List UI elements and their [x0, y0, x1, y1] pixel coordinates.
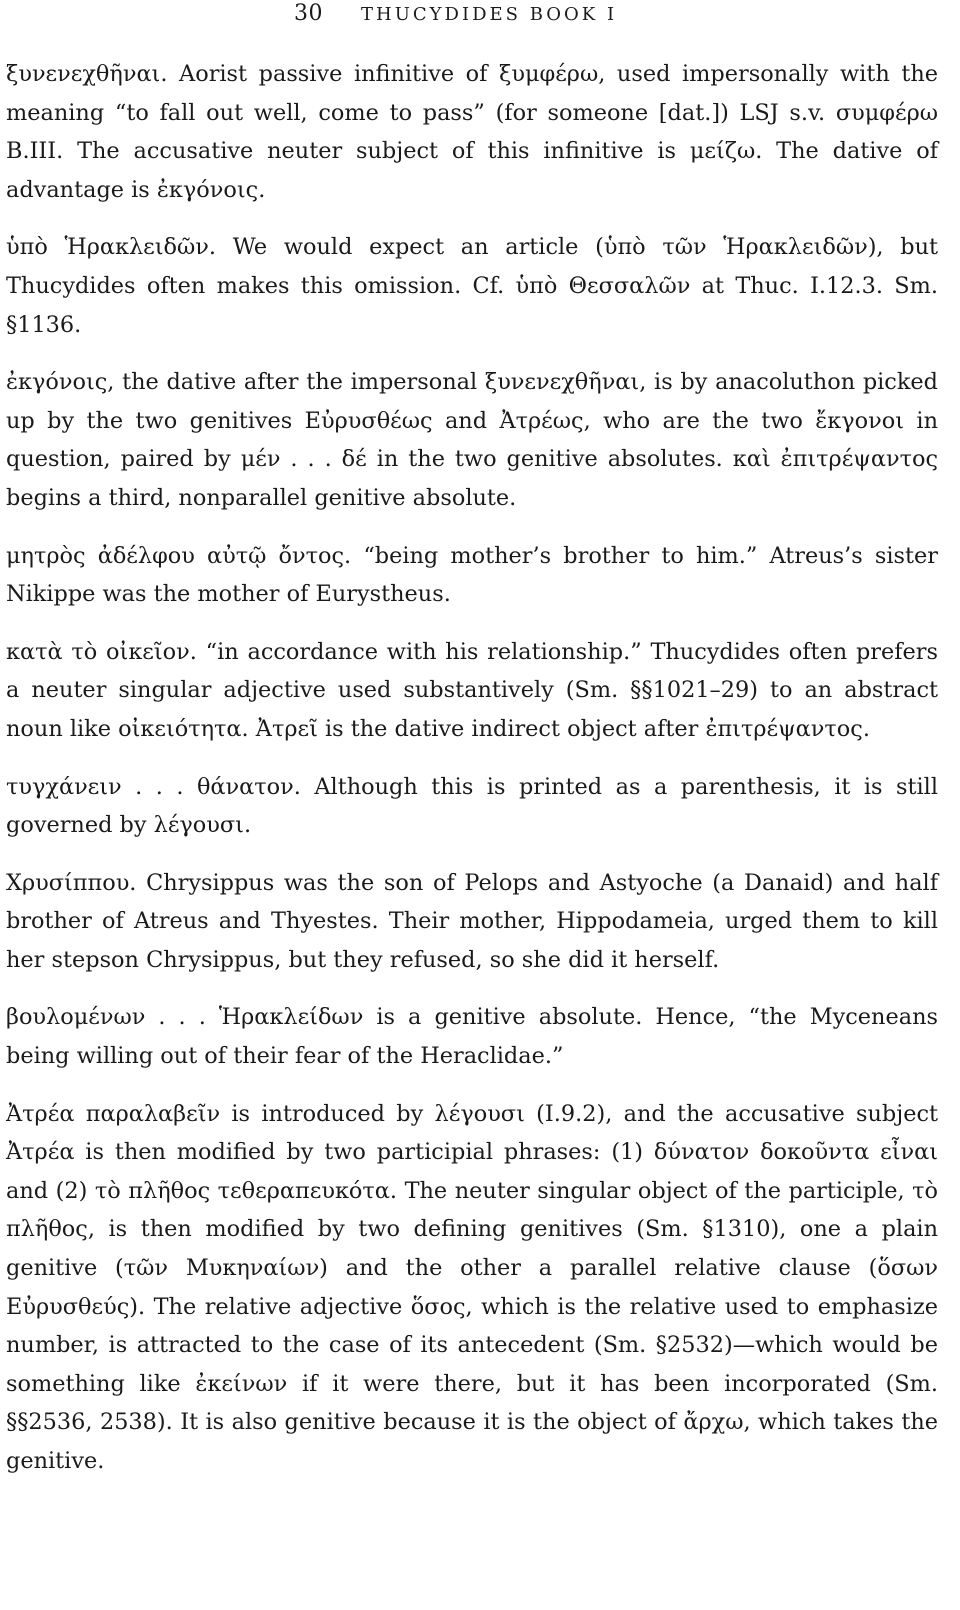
commentary-paragraph: ὑπὸ Ἡρακλειδῶν. We would expect an article (ὑπὸ τῶν Ἡρακλειδῶν), but Thucydides often makes this omission. Cf. ὑπὸ Θεσσαλῶν at Thuc. I.12.3. Sm. §1136. — [6, 234, 938, 338]
commentary-paragraph: τυγχάνειν . . . θάνατον. Although this is printed as a parenthesis, it is still governed by λέγουσι. — [6, 773, 938, 839]
commentary-paragraph: μητρὸς ἀδέλφου αὐτῷ ὄντος. “being mother’s brother to him.” Atreus’s sister Nikippe was the mother of Eurystheus. — [6, 542, 938, 608]
running-title: THUCYDIDES BOOK I — [361, 4, 618, 25]
commentary-paragraph: Χρυσίππου. Chrysippus was the son of Pelops and Astyoche (a Danaid) and half brother of Atreus and Thyestes. Their mother, Hippodameia, urged them to kill her stepson Chrysippus, but they refused, so she did it herself. — [6, 869, 938, 973]
page-number: 30 — [294, 1, 323, 26]
commentary-paragraph: ἐκγόνοις, the dative after the impersonal ξυνενεχθῆναι, is by anacoluthon picked up by the two genitives Εὐρυσθέως and Ἀτρέως, who are the two ἔκγονοι in question, paired by μέν . . . δέ in the two genitive absolutes. καὶ ἐπιτρέψαντος begins a third, nonparallel genitive absolute. — [6, 369, 938, 511]
commentary-paragraph: Ἀτρέα παραλαβεῖν is introduced by λέγουσι (I.9.2), and the accusative subject Ἀτρέα is then modified by two participial phrases: (1) δύνατον δοκοῦντα εἶναι and (2) τὸ πλῆθος τεθεραπευκότα. The neuter singular object of the participle, τὸ πλῆθος, is then modified by two defining genitives (Sm. §1310), one a plain genitive (τῶν Μυκηναίων) and the other a parallel relative clause (ὅσων Εὐρυσθεύς). The relative adjective ὅσος, which is the relative used to emphasize number, is attracted to the case of its antecedent (Sm. §2532)—which would be something like ἐκείνων if it were there, but it has been incorporated (Sm. §§2536, 2538). It is also genitive because it is the object of ἄρχω, which takes the genitive. — [6, 1100, 938, 1474]
running-head — [6, 0, 938, 55]
commentary-paragraph: ξυνενεχθῆναι. Aorist passive infinitive of ξυμφέρω, used impersonally with the meaning “to fall out well, come to pass” (for someone [dat.]) LSJ s.v. συμφέρω B.III. The accusative neuter subject of this infinitive is μείζω. The dative of advantage is ἐκγόνοις. — [6, 61, 938, 203]
commentary-paragraph: βουλομένων . . . Ἡρακλείδων is a genitive absolute. Hence, “the Myceneans being willing out of their fear of the Heraclidae.” — [6, 1004, 938, 1070]
commentary-paragraph: κατὰ τὸ οἰκεῖον. “in accordance with his relationship.” Thucydides often prefers a neuter singular adjective used substantively (Sm. §§1021–29) to an abstract noun like οἰκειότητα. Ἀτρεῖ is the dative indirect object after ἐπιτρέψαντος. — [6, 638, 938, 742]
